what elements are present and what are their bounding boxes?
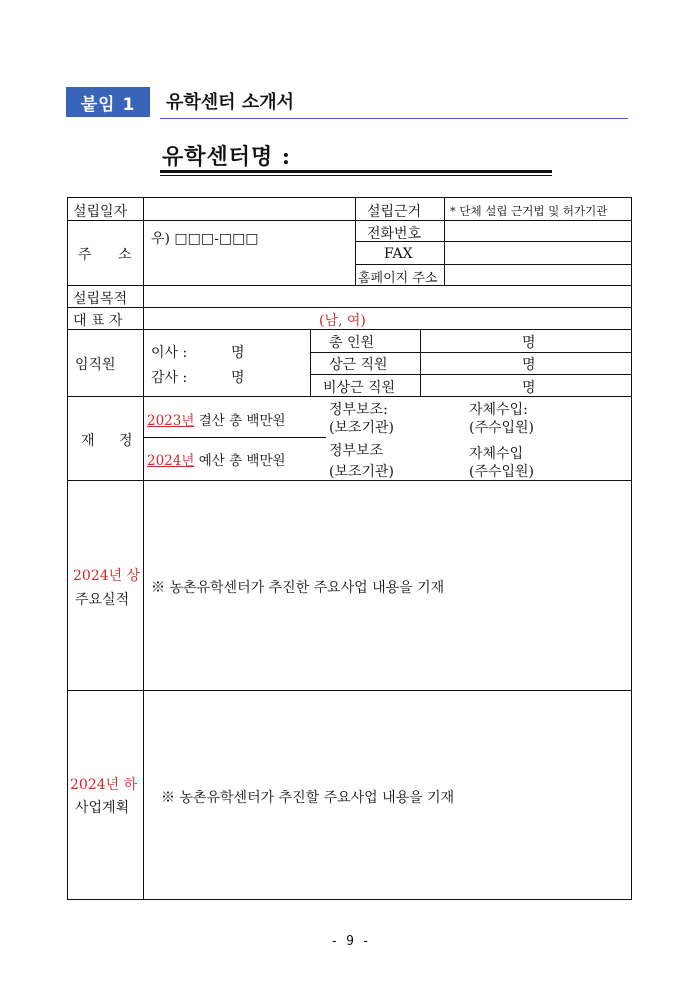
phone-label: 전화번호 — [367, 226, 422, 242]
section-title-rule — [160, 118, 628, 119]
address-label-1: 주 — [78, 247, 92, 263]
est-basis-note: * 단체 설립 근거법 및 허가기관 — [450, 204, 608, 218]
section-title: 유학센터 소개서 — [166, 92, 294, 113]
row-divider — [67, 307, 632, 308]
fulltime-staff-label: 상근 직원 — [329, 357, 388, 373]
self-income-label-1: 자체수입: — [469, 402, 528, 418]
fulltime-staff-unit: 명 — [522, 357, 536, 373]
address-label-2: 소 — [118, 247, 132, 263]
total-staff-label: 총 인원 — [329, 335, 375, 351]
attachment-badge: 붙임 1 — [66, 87, 150, 117]
est-date-label: 설립일자 — [73, 204, 128, 220]
row-divider — [355, 264, 632, 265]
main-income-label-1: (주수입원) — [469, 420, 535, 436]
row-divider — [67, 285, 632, 286]
finance-2023-text: 결산 총 백만원 — [194, 413, 286, 429]
col-divider — [444, 197, 445, 285]
h2-plan-note: ※ 농촌유학센터가 추진할 주요사업 내용을 기재 — [161, 790, 455, 806]
finance-2023 — [147, 409, 286, 429]
center-name-rule-thin — [160, 175, 552, 176]
parttime-staff-label: 비상근 직원 — [323, 380, 396, 396]
auditor-label: 감사 : — [151, 370, 188, 386]
col-divider — [420, 329, 421, 396]
gov-subsidy-label-2: 정부보조 — [329, 443, 384, 459]
h1-year-label: 2024년 상 — [73, 568, 141, 584]
row-divider — [310, 374, 632, 375]
h2-plan-label: 사업계획 — [75, 800, 130, 816]
intro-form-table — [67, 197, 632, 900]
gov-subsidy-label-1: 정부보조: — [329, 402, 388, 418]
page-number: - 9 - — [330, 934, 370, 949]
self-income-label-2: 자체수입 — [469, 446, 524, 462]
gov-agency-label-1: (보조기관) — [329, 420, 395, 436]
representative-label: 대 표 자 — [73, 313, 123, 329]
col-divider — [355, 197, 356, 285]
gender-option: (남, 여) — [319, 313, 366, 329]
finance-2024 — [147, 449, 286, 469]
col-divider — [310, 329, 311, 396]
row-divider — [143, 437, 326, 438]
auditor-unit: 명 — [231, 370, 245, 386]
h1-results-label: 주요실적 — [75, 592, 130, 608]
director-label: 이사 : — [151, 345, 188, 361]
director-unit: 명 — [231, 345, 245, 361]
col-divider — [143, 197, 144, 900]
parttime-staff-unit: 명 — [522, 380, 536, 396]
finance-label: 재 정 — [81, 433, 143, 449]
h1-results-note: ※ 농촌유학센터가 추진한 주요사업 내용을 기재 — [151, 580, 445, 596]
row-divider — [67, 690, 632, 691]
total-staff-unit: 명 — [522, 335, 536, 351]
finance-2024-year: 2024년 — [147, 453, 195, 469]
purpose-label: 설립목적 — [73, 291, 128, 307]
fax-label: FAX — [384, 246, 413, 262]
center-name-rule-thick — [160, 170, 552, 173]
est-basis-label: 설립근거 — [367, 204, 422, 220]
staff-label: 임직원 — [75, 357, 116, 373]
row-divider — [310, 352, 632, 353]
row-divider — [67, 220, 632, 221]
finance-2024-text: 예산 총 백만원 — [194, 453, 286, 469]
homepage-label: 홈페이지 주소 — [358, 271, 438, 286]
center-name-label: 유학센터명 : — [162, 144, 292, 170]
main-income-label-2: (주수입원) — [469, 464, 535, 480]
address-value: 우) □□□-□□□ — [151, 231, 259, 247]
gov-agency-label-2: (보조기관) — [329, 464, 395, 480]
h2-year-label: 2024년 하 — [70, 777, 138, 793]
finance-2023-year: 2023년 — [147, 413, 195, 429]
